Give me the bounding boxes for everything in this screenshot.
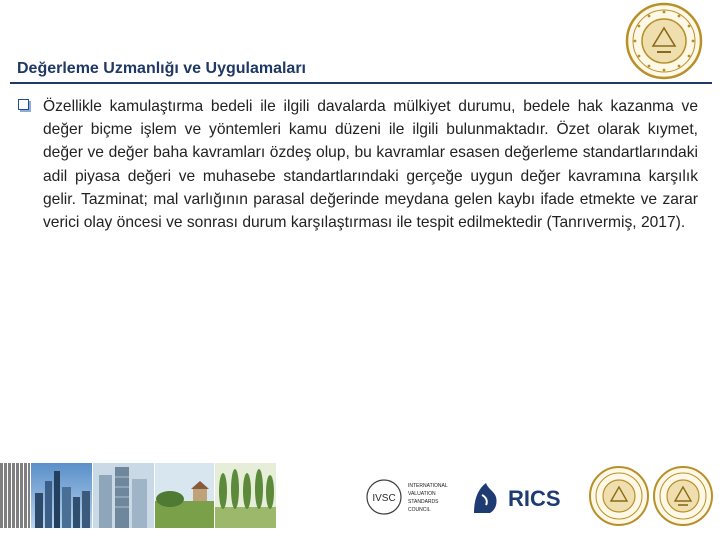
slide-title: Değerleme Uzmanlığı ve Uygulamaları: [17, 60, 306, 77]
ivsc-line2: VALUATION: [408, 491, 436, 497]
seal-b-icon: [652, 465, 714, 527]
footer-stripes: [0, 463, 30, 528]
countryside-photo: [155, 463, 214, 528]
ivsc-logo: [366, 477, 462, 517]
bullet-item: [18, 95, 698, 234]
rics-mark: RICS: [508, 486, 561, 511]
trees-photo: [215, 463, 276, 528]
ivsc-line3: STANDARDS: [408, 499, 439, 505]
university-seal-icon: [625, 2, 703, 80]
city-skyline-photo: [31, 463, 92, 528]
ivsc-line4: COUNCIL: [408, 507, 431, 513]
square-bullet-icon: [18, 99, 29, 110]
title-underline: [10, 82, 712, 84]
footer-banner: [0, 463, 720, 528]
ivsc-line1: INTERNATIONAL: [408, 483, 448, 489]
seal-a-icon: [588, 465, 650, 527]
office-towers-photo: [93, 463, 154, 528]
rics-logo: [468, 475, 580, 519]
bullet-paragraph: Özellikle kamulaştırma bedeli ile ilgili davalarda mülkiyet durumu, bedele hak kazanma ve değer biçme işlem ve yöntemleri kamu düzeni ile ilgili bulunmaktadır. Özet olarak kıymet, değer ve değer baha kavramları özdeş olup, bu kavramlar esasen değerleme standartlarındaki adil piyasa değeri ve muhasebe standartlarındaki gerçeğe uygun değer kavramına karşılık gelir. Tazminat; mal varlığının parasal değerinde meydana gelen kaybı ifade etmekte ve zarar verici olay öncesi ve sonrası durum karşılaştırması ile tespit edilmektedir (Tanrıvermiş, 2017).: [43, 98, 698, 232]
ivsc-mark: IVSC: [372, 493, 396, 504]
